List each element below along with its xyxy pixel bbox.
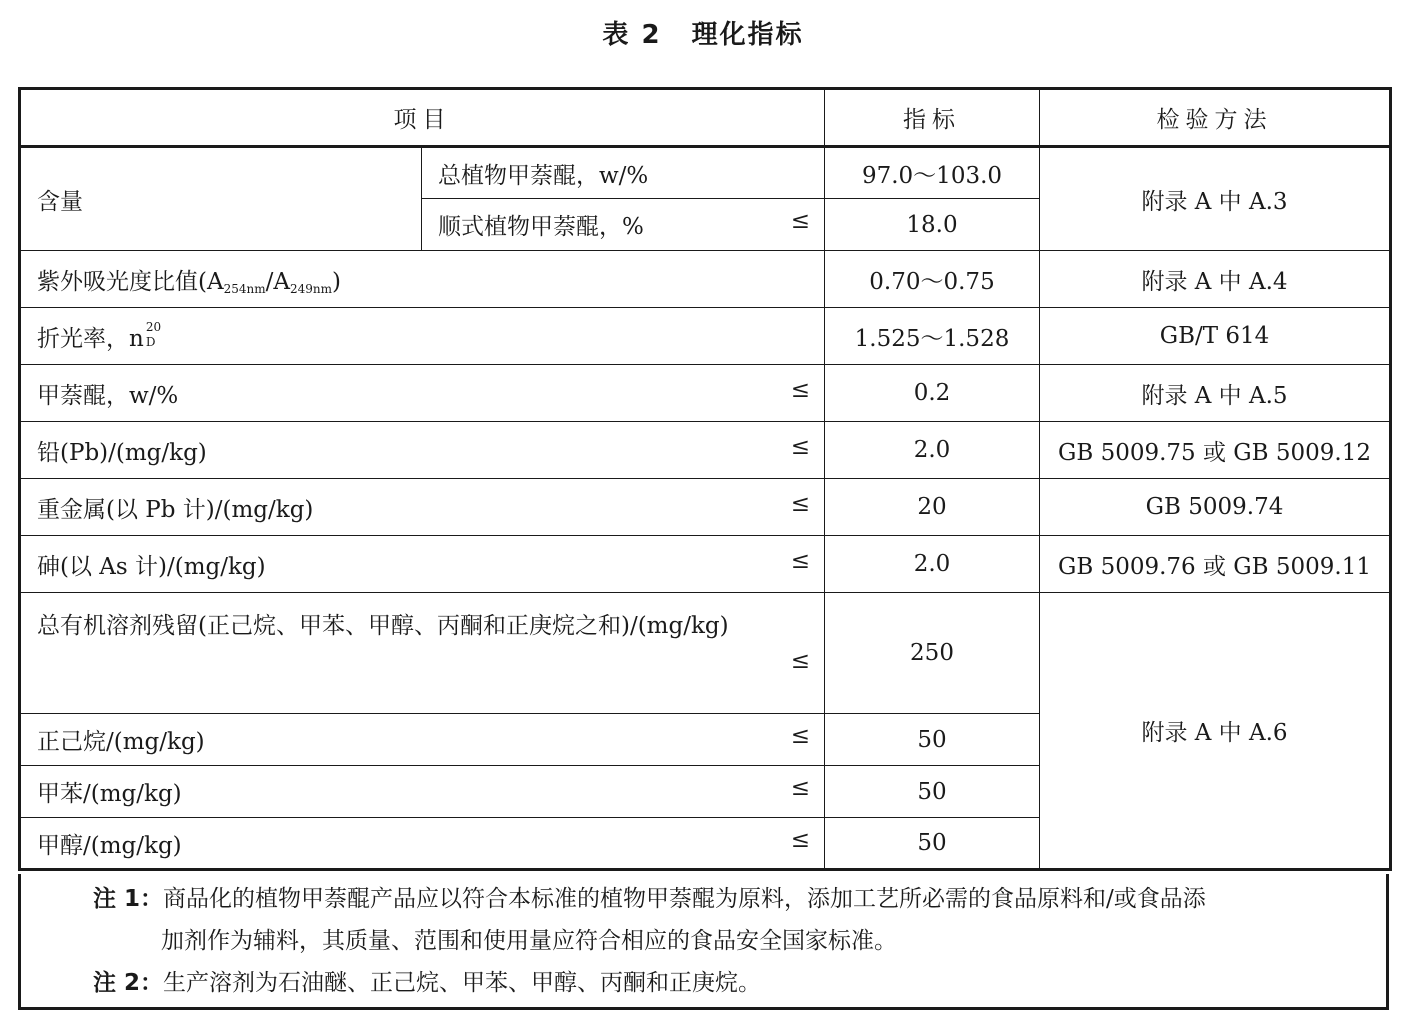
uv-sub2: 249nm (289, 281, 332, 296)
refr-name: 折光率，n (37, 325, 144, 352)
lte-symbol: ≤ (790, 376, 810, 403)
note-2-text: 生产溶剂为石油醚、正己烷、甲苯、甲醇、丙酮和正庚烷。 (163, 970, 762, 996)
note-1-line1: 商品化的植物甲萘醌产品应以符合本标准的植物甲萘醌为原料，添加工艺所必需的食品原料和/或食品添 (163, 886, 1206, 912)
item-value: 1.525～1.528 (825, 308, 1040, 365)
lte-symbol: ≤ (790, 723, 810, 749)
item-name: 顺式植物甲萘醌，% (438, 214, 644, 240)
item-name: 砷(以 As 计)/(mg/kg) (37, 553, 266, 580)
item-name-cell (20, 593, 825, 714)
item-value: 50 (825, 766, 1040, 818)
item-value: 50 (825, 818, 1040, 870)
table-row (20, 536, 1391, 593)
note-2 (93, 962, 1378, 1004)
table-number: 表 2 (602, 20, 662, 50)
item-method: GB/T 614 (1040, 308, 1391, 365)
item-value: 0.70～0.75 (825, 251, 1040, 308)
lte-symbol: ≤ (790, 433, 810, 460)
item-name: 总有机溶剂残留(正己烷、甲苯、甲醇、丙酮和正庚烷之和)/(mg/kg) (37, 613, 729, 639)
item-name-cell (20, 251, 825, 308)
lte-symbol: ≤ (790, 826, 810, 853)
item-value: 97.0～103.0 (825, 147, 1040, 199)
item-name-cell (422, 199, 825, 251)
refr-sup: 20 (145, 319, 162, 334)
header-index: 指标 (825, 89, 1040, 147)
item-name: 铅(Pb)/(mg/kg) (37, 439, 207, 466)
item-name: 甲萘醌，w/% (37, 382, 179, 409)
item-method: 附录 A 中 A.3 (1040, 147, 1391, 251)
item-value: 18.0 (825, 199, 1040, 251)
content-label: 含量 (20, 147, 422, 251)
uv-suffix: ) (331, 268, 341, 295)
item-method: GB 5009.74 (1040, 479, 1391, 536)
item-name: 重金属(以 Pb 计)/(mg/kg) (37, 496, 314, 523)
item-name-cell (20, 308, 825, 365)
table-row (20, 479, 1391, 536)
item-name: 甲苯/(mg/kg) (37, 781, 182, 807)
lte-symbol: ≤ (790, 208, 810, 234)
lte-symbol: ≤ (790, 490, 810, 517)
item-value: 20 (825, 479, 1040, 536)
note-1-line2: 加剂作为辅料，其质量、范围和使用量应符合相应的食品安全国家标准。 (161, 928, 897, 954)
item-method: GB 5009.75 或 GB 5009.12 (1040, 422, 1391, 479)
item-value: 2.0 (825, 422, 1040, 479)
item-value: 50 (825, 714, 1040, 766)
item-value: 0.2 (825, 365, 1040, 422)
lte-symbol: ≤ (790, 648, 810, 674)
item-value: 250 (825, 593, 1040, 714)
uv-sub1: 254nm (223, 281, 266, 296)
item-name-cell (20, 766, 825, 818)
table-row (20, 308, 1391, 365)
item-name-cell (20, 422, 825, 479)
table-title (0, 14, 1406, 51)
item-method: 附录 A 中 A.5 (1040, 365, 1391, 422)
item-value: 2.0 (825, 536, 1040, 593)
lte-symbol: ≤ (790, 775, 810, 801)
item-name: 甲醇/(mg/kg) (37, 832, 182, 859)
item-name-cell (20, 714, 825, 766)
item-method: 附录 A 中 A.4 (1040, 251, 1391, 308)
header-row (20, 89, 1391, 147)
item-name-cell (20, 365, 825, 422)
uv-name-prefix: 紫外吸光度比值(A (37, 268, 224, 295)
header-item: 项目 (20, 89, 825, 147)
refr-sub: D (145, 334, 156, 349)
table-row (20, 593, 1391, 714)
spec-table (18, 87, 1392, 871)
item-name: 正己烷/(mg/kg) (37, 729, 205, 755)
notes-box (18, 874, 1389, 1010)
table-row (20, 147, 1391, 199)
uv-mid: /A (265, 268, 290, 295)
item-name: 总植物甲萘醌，w/% (422, 147, 825, 199)
item-method: GB 5009.76 或 GB 5009.11 (1040, 536, 1391, 593)
lte-symbol: ≤ (790, 547, 810, 574)
item-name-cell (20, 818, 825, 870)
table-row (20, 251, 1391, 308)
note-2-label: 注 2： (93, 970, 164, 996)
table-row (20, 365, 1391, 422)
note-1-label: 注 1： (93, 886, 164, 912)
item-name-cell (20, 536, 825, 593)
item-name-cell (20, 479, 825, 536)
table-row (20, 422, 1391, 479)
note-1 (93, 878, 1378, 962)
header-method: 检验方法 (1040, 89, 1391, 147)
table-name: 理化指标 (691, 20, 804, 50)
item-method: 附录 A 中 A.6 (1040, 593, 1391, 870)
